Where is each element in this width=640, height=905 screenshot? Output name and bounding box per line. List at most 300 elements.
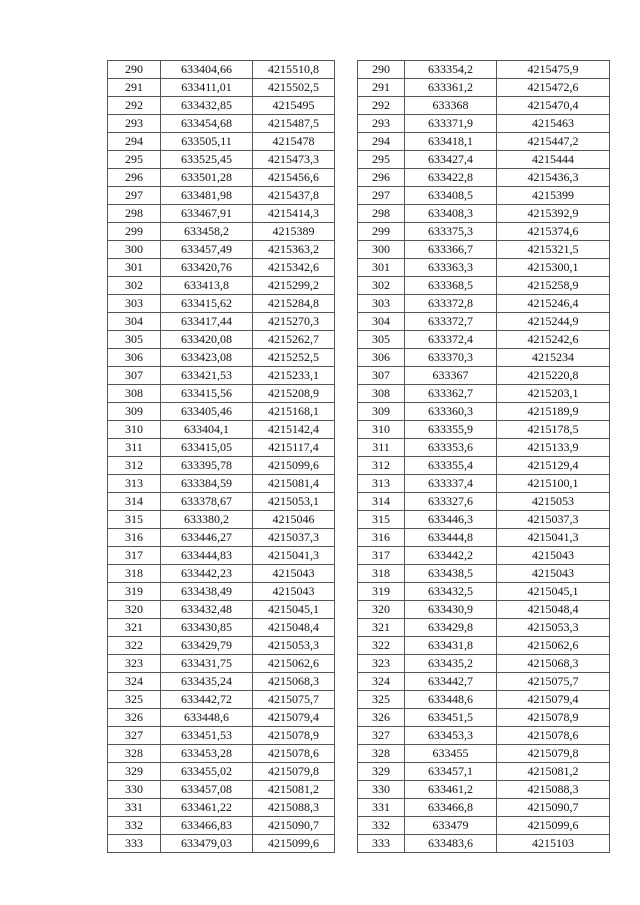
y-coordinate-cell: 4215053 (497, 493, 610, 511)
point-number-cell: 300 (108, 241, 161, 259)
x-coordinate-cell: 633461,2 (405, 781, 497, 799)
x-coordinate-cell: 633355,4 (405, 457, 497, 475)
point-number-cell: 308 (108, 385, 161, 403)
table-row (358, 331, 610, 349)
point-number-cell: 332 (108, 817, 161, 835)
point-number-cell: 293 (108, 115, 161, 133)
x-coordinate-cell: 633466,8 (405, 799, 497, 817)
table-row (108, 655, 335, 673)
x-coordinate-cell: 633353,6 (405, 439, 497, 457)
y-coordinate-cell: 4215099,6 (253, 457, 335, 475)
x-coordinate-cell: 633337,4 (405, 475, 497, 493)
table-row (108, 403, 335, 421)
point-number-cell: 295 (108, 151, 161, 169)
y-coordinate-cell: 4215053,1 (253, 493, 335, 511)
table-body-left (108, 61, 335, 853)
point-number-cell: 312 (358, 457, 405, 475)
point-number-cell: 311 (108, 439, 161, 457)
point-number-cell: 291 (108, 79, 161, 97)
table-row (108, 619, 335, 637)
table-row (358, 817, 610, 835)
y-coordinate-cell: 4215478 (253, 133, 335, 151)
table-row (358, 169, 610, 187)
x-coordinate-cell: 633431,75 (161, 655, 253, 673)
y-coordinate-cell: 4215473,3 (253, 151, 335, 169)
point-number-cell: 296 (108, 169, 161, 187)
x-coordinate-cell: 633355,9 (405, 421, 497, 439)
y-coordinate-cell: 4215090,7 (253, 817, 335, 835)
y-coordinate-cell: 4215041,3 (497, 529, 610, 547)
x-coordinate-cell: 633454,68 (161, 115, 253, 133)
table-row (108, 295, 335, 313)
y-coordinate-cell: 4215099,6 (497, 817, 610, 835)
y-coordinate-cell: 4215321,5 (497, 241, 610, 259)
point-number-cell: 290 (358, 61, 405, 79)
point-number-cell: 313 (358, 475, 405, 493)
y-coordinate-cell: 4215244,9 (497, 313, 610, 331)
table-row (108, 835, 335, 853)
point-number-cell: 329 (108, 763, 161, 781)
table-row (358, 583, 610, 601)
x-coordinate-cell: 633455 (405, 745, 497, 763)
table-row (108, 817, 335, 835)
table-row (358, 709, 610, 727)
point-number-cell: 307 (108, 367, 161, 385)
y-coordinate-cell: 4215099,6 (253, 835, 335, 853)
x-coordinate-cell: 633458,2 (161, 223, 253, 241)
y-coordinate-cell: 4215079,8 (253, 763, 335, 781)
y-coordinate-cell: 4215208,9 (253, 385, 335, 403)
table-row (108, 457, 335, 475)
y-coordinate-cell: 4215258,9 (497, 277, 610, 295)
x-coordinate-cell: 633442,72 (161, 691, 253, 709)
y-coordinate-cell: 4215043 (497, 565, 610, 583)
y-coordinate-cell: 4215037,3 (253, 529, 335, 547)
x-coordinate-cell: 633408,5 (405, 187, 497, 205)
point-number-cell: 316 (358, 529, 405, 547)
table-row (358, 205, 610, 223)
x-coordinate-cell: 633505,11 (161, 133, 253, 151)
point-number-cell: 320 (108, 601, 161, 619)
point-number-cell: 321 (358, 619, 405, 637)
y-coordinate-cell: 4215088,3 (497, 781, 610, 799)
y-coordinate-cell: 4215078,6 (253, 745, 335, 763)
point-number-cell: 303 (358, 295, 405, 313)
point-number-cell: 299 (108, 223, 161, 241)
coordinates-table-right (357, 60, 610, 853)
table-row (108, 385, 335, 403)
point-number-cell: 324 (108, 673, 161, 691)
y-coordinate-cell: 4215472,6 (497, 79, 610, 97)
point-number-cell: 290 (108, 61, 161, 79)
point-number-cell: 292 (108, 97, 161, 115)
point-number-cell: 309 (108, 403, 161, 421)
table-row (108, 745, 335, 763)
table-row (358, 403, 610, 421)
table-row (108, 727, 335, 745)
table-row (108, 439, 335, 457)
x-coordinate-cell: 633457,49 (161, 241, 253, 259)
y-coordinate-cell: 4215203,1 (497, 385, 610, 403)
table-row (358, 763, 610, 781)
table-row (358, 115, 610, 133)
point-number-cell: 327 (358, 727, 405, 745)
y-coordinate-cell: 4215444 (497, 151, 610, 169)
point-number-cell: 291 (358, 79, 405, 97)
y-coordinate-cell: 4215043 (253, 565, 335, 583)
table-row (108, 475, 335, 493)
point-number-cell: 305 (358, 331, 405, 349)
table-row (108, 511, 335, 529)
table-row (358, 61, 610, 79)
table-body-right (358, 61, 610, 853)
table-row (358, 727, 610, 745)
point-number-cell: 297 (108, 187, 161, 205)
x-coordinate-cell: 633430,9 (405, 601, 497, 619)
table-row (108, 781, 335, 799)
table-row (358, 673, 610, 691)
point-number-cell: 304 (108, 313, 161, 331)
point-number-cell: 332 (358, 817, 405, 835)
x-coordinate-cell: 633380,2 (161, 511, 253, 529)
point-number-cell: 311 (358, 439, 405, 457)
x-coordinate-cell: 633432,5 (405, 583, 497, 601)
y-coordinate-cell: 4215399 (497, 187, 610, 205)
point-number-cell: 307 (358, 367, 405, 385)
x-coordinate-cell: 633479,03 (161, 835, 253, 853)
table-row (108, 259, 335, 277)
point-number-cell: 331 (108, 799, 161, 817)
point-number-cell: 321 (108, 619, 161, 637)
x-coordinate-cell: 633367 (405, 367, 497, 385)
y-coordinate-cell: 4215392,9 (497, 205, 610, 223)
x-coordinate-cell: 633413,8 (161, 277, 253, 295)
point-number-cell: 315 (108, 511, 161, 529)
y-coordinate-cell: 4215045,1 (497, 583, 610, 601)
point-number-cell: 298 (358, 205, 405, 223)
point-number-cell: 294 (108, 133, 161, 151)
point-number-cell: 325 (358, 691, 405, 709)
point-number-cell: 295 (358, 151, 405, 169)
table-row (358, 133, 610, 151)
point-number-cell: 301 (358, 259, 405, 277)
point-number-cell: 319 (108, 583, 161, 601)
point-number-cell: 303 (108, 295, 161, 313)
x-coordinate-cell: 633415,62 (161, 295, 253, 313)
point-number-cell: 315 (358, 511, 405, 529)
x-coordinate-cell: 633435,2 (405, 655, 497, 673)
y-coordinate-cell: 4215043 (497, 547, 610, 565)
y-coordinate-cell: 4215342,6 (253, 259, 335, 277)
x-coordinate-cell: 633525,45 (161, 151, 253, 169)
y-coordinate-cell: 4215363,2 (253, 241, 335, 259)
table-row (358, 511, 610, 529)
table-row (358, 457, 610, 475)
y-coordinate-cell: 4215168,1 (253, 403, 335, 421)
y-coordinate-cell: 4215068,3 (497, 655, 610, 673)
y-coordinate-cell: 4215090,7 (497, 799, 610, 817)
table-row (108, 277, 335, 295)
y-coordinate-cell: 4215045,1 (253, 601, 335, 619)
point-number-cell: 299 (358, 223, 405, 241)
point-number-cell: 322 (108, 637, 161, 655)
point-number-cell: 314 (108, 493, 161, 511)
table-row (108, 151, 335, 169)
table-row (358, 745, 610, 763)
point-number-cell: 309 (358, 403, 405, 421)
point-number-cell: 318 (358, 565, 405, 583)
table-row (358, 241, 610, 259)
table-row (358, 655, 610, 673)
x-coordinate-cell: 633442,7 (405, 673, 497, 691)
x-coordinate-cell: 633457,1 (405, 763, 497, 781)
point-number-cell: 333 (358, 835, 405, 853)
point-number-cell: 319 (358, 583, 405, 601)
y-coordinate-cell: 4215495 (253, 97, 335, 115)
y-coordinate-cell: 4215502,5 (253, 79, 335, 97)
y-coordinate-cell: 4215100,1 (497, 475, 610, 493)
y-coordinate-cell: 4215300,1 (497, 259, 610, 277)
y-coordinate-cell: 4215079,8 (497, 745, 610, 763)
table-row (108, 223, 335, 241)
table-row (108, 367, 335, 385)
x-coordinate-cell: 633371,9 (405, 115, 497, 133)
table-row (108, 349, 335, 367)
table-row (358, 529, 610, 547)
x-coordinate-cell: 633442,2 (405, 547, 497, 565)
table-row (108, 421, 335, 439)
y-coordinate-cell: 4215456,6 (253, 169, 335, 187)
point-number-cell: 313 (108, 475, 161, 493)
x-coordinate-cell: 633404,66 (161, 61, 253, 79)
y-coordinate-cell: 4215189,9 (497, 403, 610, 421)
point-number-cell: 294 (358, 133, 405, 151)
point-number-cell: 314 (358, 493, 405, 511)
x-coordinate-cell: 633429,8 (405, 619, 497, 637)
x-coordinate-cell: 633362,7 (405, 385, 497, 403)
table-row (358, 799, 610, 817)
table-row (358, 79, 610, 97)
y-coordinate-cell: 4215081,2 (253, 781, 335, 799)
x-coordinate-cell: 633432,48 (161, 601, 253, 619)
y-coordinate-cell: 4215103 (497, 835, 610, 853)
x-coordinate-cell: 633457,08 (161, 781, 253, 799)
table-row (108, 79, 335, 97)
point-number-cell: 300 (358, 241, 405, 259)
x-coordinate-cell: 633378,67 (161, 493, 253, 511)
x-coordinate-cell: 633461,22 (161, 799, 253, 817)
table-row (358, 619, 610, 637)
x-coordinate-cell: 633360,3 (405, 403, 497, 421)
x-coordinate-cell: 633417,44 (161, 313, 253, 331)
x-coordinate-cell: 633370,3 (405, 349, 497, 367)
y-coordinate-cell: 4215252,5 (253, 349, 335, 367)
table-row (358, 277, 610, 295)
y-coordinate-cell: 4215178,5 (497, 421, 610, 439)
table-row (108, 799, 335, 817)
x-coordinate-cell: 633483,6 (405, 835, 497, 853)
table-row (358, 691, 610, 709)
table-row (358, 421, 610, 439)
x-coordinate-cell: 633384,59 (161, 475, 253, 493)
table-row (358, 439, 610, 457)
y-coordinate-cell: 4215062,6 (497, 637, 610, 655)
x-coordinate-cell: 633501,28 (161, 169, 253, 187)
x-coordinate-cell: 633438,49 (161, 583, 253, 601)
y-coordinate-cell: 4215081,2 (497, 763, 610, 781)
x-coordinate-cell: 633354,2 (405, 61, 497, 79)
point-number-cell: 305 (108, 331, 161, 349)
y-coordinate-cell: 4215233,1 (253, 367, 335, 385)
x-coordinate-cell: 633442,23 (161, 565, 253, 583)
y-coordinate-cell: 4215053,3 (497, 619, 610, 637)
table-row (358, 367, 610, 385)
x-coordinate-cell: 633466,83 (161, 817, 253, 835)
x-coordinate-cell: 633427,4 (405, 151, 497, 169)
x-coordinate-cell: 633451,5 (405, 709, 497, 727)
point-number-cell: 329 (358, 763, 405, 781)
table-row (358, 493, 610, 511)
x-coordinate-cell: 633423,08 (161, 349, 253, 367)
table-row (358, 223, 610, 241)
x-coordinate-cell: 633366,7 (405, 241, 497, 259)
y-coordinate-cell: 4215078,9 (497, 709, 610, 727)
y-coordinate-cell: 4215079,4 (497, 691, 610, 709)
table-row (108, 709, 335, 727)
y-coordinate-cell: 4215117,4 (253, 439, 335, 457)
point-number-cell: 327 (108, 727, 161, 745)
y-coordinate-cell: 4215270,3 (253, 313, 335, 331)
x-coordinate-cell: 633421,53 (161, 367, 253, 385)
table-row (358, 781, 610, 799)
table-row (108, 205, 335, 223)
table-row (358, 97, 610, 115)
x-coordinate-cell: 633404,1 (161, 421, 253, 439)
x-coordinate-cell: 633361,2 (405, 79, 497, 97)
x-coordinate-cell: 633448,6 (405, 691, 497, 709)
x-coordinate-cell: 633430,85 (161, 619, 253, 637)
table-row (108, 547, 335, 565)
point-number-cell: 310 (358, 421, 405, 439)
point-number-cell: 310 (108, 421, 161, 439)
table-row (358, 187, 610, 205)
x-coordinate-cell: 633368 (405, 97, 497, 115)
table-row (108, 763, 335, 781)
y-coordinate-cell: 4215220,8 (497, 367, 610, 385)
table-row (108, 61, 335, 79)
x-coordinate-cell: 633435,24 (161, 673, 253, 691)
point-number-cell: 298 (108, 205, 161, 223)
x-coordinate-cell: 633481,98 (161, 187, 253, 205)
point-number-cell: 293 (358, 115, 405, 133)
table-row (108, 637, 335, 655)
point-number-cell: 328 (358, 745, 405, 763)
x-coordinate-cell: 633363,3 (405, 259, 497, 277)
x-coordinate-cell: 633429,79 (161, 637, 253, 655)
y-coordinate-cell: 4215234 (497, 349, 610, 367)
point-number-cell: 296 (358, 169, 405, 187)
table-row (108, 565, 335, 583)
y-coordinate-cell: 4215079,4 (253, 709, 335, 727)
y-coordinate-cell: 4215129,4 (497, 457, 610, 475)
table-row (358, 601, 610, 619)
x-coordinate-cell: 633444,8 (405, 529, 497, 547)
point-number-cell: 324 (358, 673, 405, 691)
y-coordinate-cell: 4215299,2 (253, 277, 335, 295)
y-coordinate-cell: 4215088,3 (253, 799, 335, 817)
table-row (358, 637, 610, 655)
table-row (358, 565, 610, 583)
table-row (108, 313, 335, 331)
y-coordinate-cell: 4215075,7 (253, 691, 335, 709)
y-coordinate-cell: 4215068,3 (253, 673, 335, 691)
point-number-cell: 308 (358, 385, 405, 403)
x-coordinate-cell: 633368,5 (405, 277, 497, 295)
table-row (358, 295, 610, 313)
x-coordinate-cell: 633446,3 (405, 511, 497, 529)
table-row (358, 475, 610, 493)
point-number-cell: 302 (108, 277, 161, 295)
x-coordinate-cell: 633455,02 (161, 763, 253, 781)
y-coordinate-cell: 4215437,8 (253, 187, 335, 205)
table-row (108, 187, 335, 205)
coordinates-table-left (107, 60, 335, 853)
y-coordinate-cell: 4215242,6 (497, 331, 610, 349)
point-number-cell: 306 (358, 349, 405, 367)
x-coordinate-cell: 633467,91 (161, 205, 253, 223)
table-row (108, 673, 335, 691)
point-number-cell: 333 (108, 835, 161, 853)
y-coordinate-cell: 4215043 (253, 583, 335, 601)
y-coordinate-cell: 4215510,8 (253, 61, 335, 79)
point-number-cell: 331 (358, 799, 405, 817)
y-coordinate-cell: 4215062,6 (253, 655, 335, 673)
point-number-cell: 297 (358, 187, 405, 205)
point-number-cell: 316 (108, 529, 161, 547)
x-coordinate-cell: 633372,7 (405, 313, 497, 331)
x-coordinate-cell: 633420,76 (161, 259, 253, 277)
point-number-cell: 323 (358, 655, 405, 673)
point-number-cell: 326 (358, 709, 405, 727)
table-row (358, 385, 610, 403)
y-coordinate-cell: 4215374,6 (497, 223, 610, 241)
y-coordinate-cell: 4215142,4 (253, 421, 335, 439)
y-coordinate-cell: 4215048,4 (497, 601, 610, 619)
table-row (108, 133, 335, 151)
x-coordinate-cell: 633479 (405, 817, 497, 835)
point-number-cell: 301 (108, 259, 161, 277)
x-coordinate-cell: 633422,8 (405, 169, 497, 187)
point-number-cell: 318 (108, 565, 161, 583)
point-number-cell: 320 (358, 601, 405, 619)
y-coordinate-cell: 4215133,9 (497, 439, 610, 457)
point-number-cell: 317 (358, 547, 405, 565)
table-row (108, 583, 335, 601)
y-coordinate-cell: 4215262,7 (253, 331, 335, 349)
table-row (108, 529, 335, 547)
y-coordinate-cell: 4215470,4 (497, 97, 610, 115)
point-number-cell: 292 (358, 97, 405, 115)
y-coordinate-cell: 4215447,2 (497, 133, 610, 151)
point-number-cell: 328 (108, 745, 161, 763)
y-coordinate-cell: 4215078,6 (497, 727, 610, 745)
y-coordinate-cell: 4215475,9 (497, 61, 610, 79)
y-coordinate-cell: 4215436,3 (497, 169, 610, 187)
table-row (108, 601, 335, 619)
x-coordinate-cell: 633415,56 (161, 385, 253, 403)
y-coordinate-cell: 4215037,3 (497, 511, 610, 529)
x-coordinate-cell: 633327,6 (405, 493, 497, 511)
